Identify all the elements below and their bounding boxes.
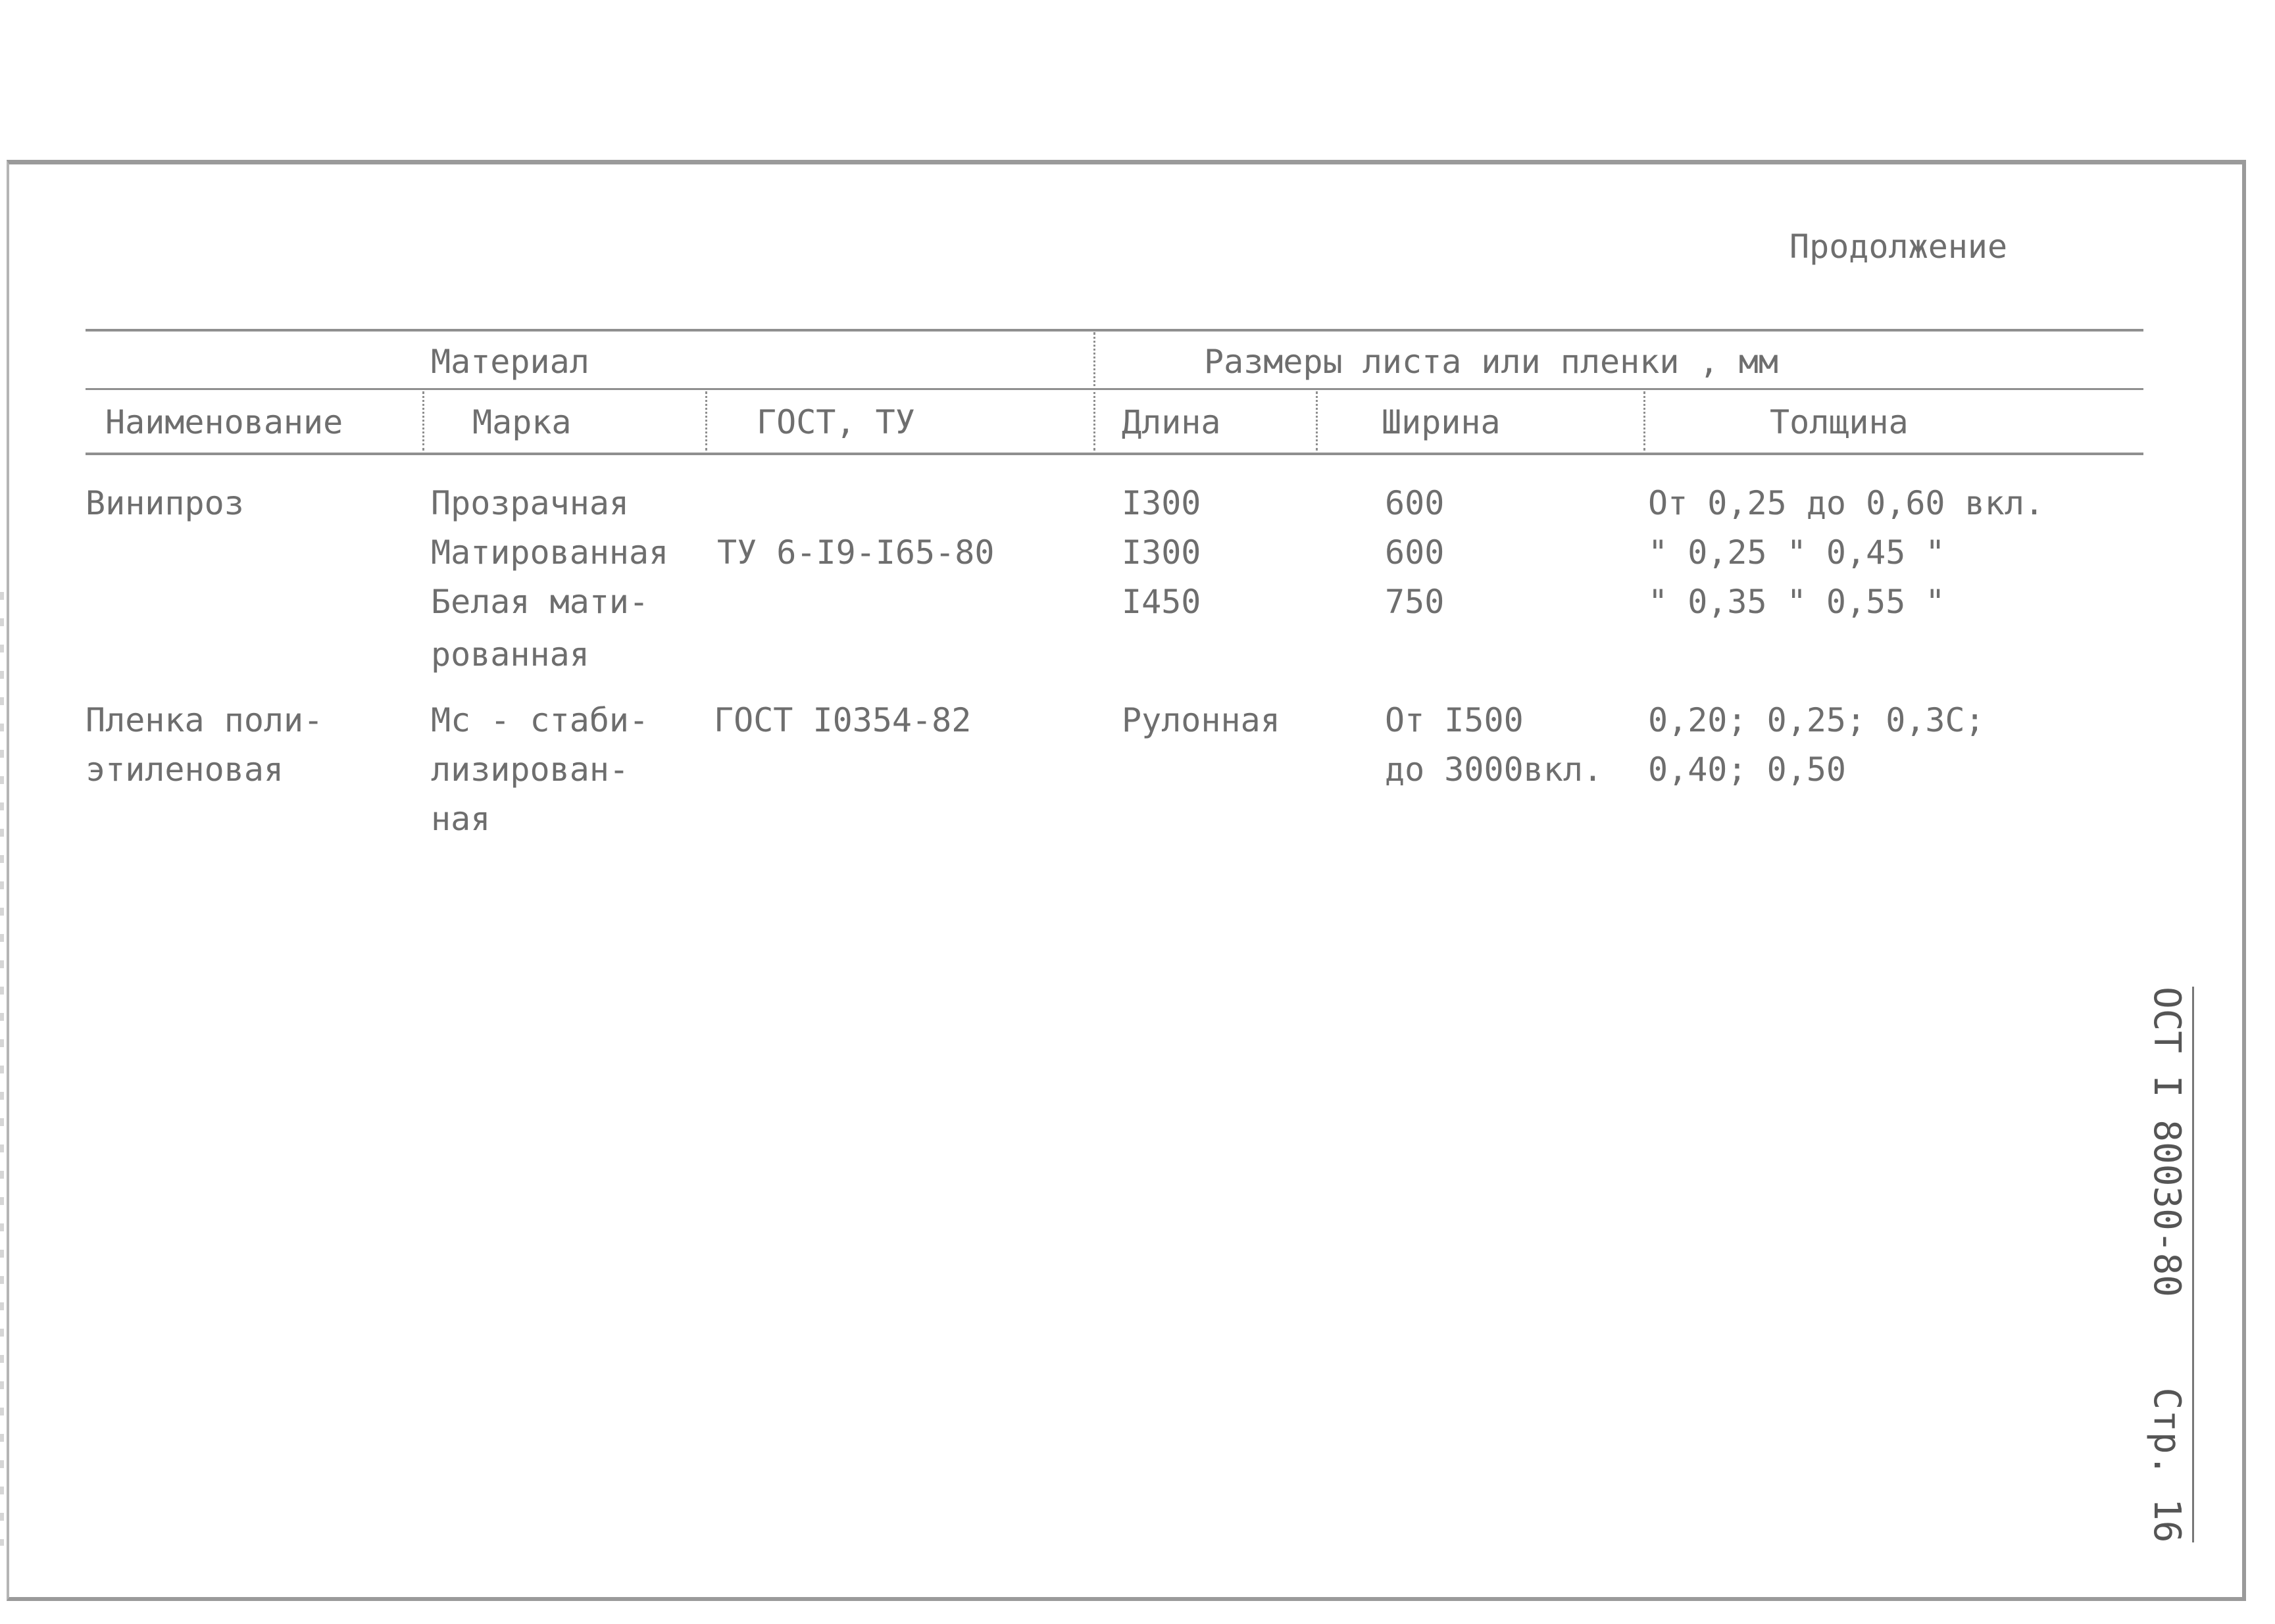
cell-thickness: 0,40; 0,50 bbox=[1648, 750, 1847, 789]
cell-length: Рулонная bbox=[1122, 701, 1280, 739]
divider-length-width bbox=[1316, 391, 1318, 451]
cell-width: 750 bbox=[1385, 583, 1445, 621]
cell-length: I300 bbox=[1122, 533, 1201, 572]
cell-mark: Мс - стаби- bbox=[431, 701, 649, 739]
divider-name-mark bbox=[422, 391, 424, 451]
cell-mark: Белая мати- bbox=[431, 583, 649, 621]
cell-mark: Прозрачная bbox=[431, 484, 630, 522]
document-stamp bbox=[2135, 987, 2214, 1546]
edge-marks bbox=[0, 592, 4, 1546]
continuation-label: Продолжение bbox=[1789, 228, 2008, 266]
divider-material-sizes bbox=[1093, 332, 1095, 451]
cell-length: I450 bbox=[1122, 583, 1201, 621]
divider-width-thickness bbox=[1643, 391, 1645, 451]
cell-width: 600 bbox=[1385, 484, 1445, 522]
cell-thickness: " 0,35 " 0,55 " bbox=[1648, 583, 1945, 621]
doc-number: ОСТ I 80030-80 bbox=[2145, 987, 2188, 1298]
column-header-thickness: Толщина bbox=[1770, 403, 1909, 441]
group-header-material: Материал bbox=[431, 343, 589, 381]
cell-thickness: 0,20; 0,25; 0,3С; bbox=[1648, 701, 1985, 739]
cell-length: I300 bbox=[1122, 484, 1201, 522]
table-top-rule bbox=[86, 329, 2143, 332]
group-header-sizes: Размеры листа или пленки , мм bbox=[1204, 343, 1778, 381]
page-label: Стр. 16 bbox=[2145, 1387, 2188, 1543]
stamp-text bbox=[2143, 987, 2194, 1542]
cell-mark: рованная bbox=[431, 635, 589, 674]
column-header-length: Длина bbox=[1122, 403, 1221, 441]
cell-gost: ГОСТ I0354-82 bbox=[714, 701, 972, 739]
table-group-rule bbox=[86, 388, 2143, 390]
cell-width: 600 bbox=[1385, 533, 1445, 572]
cell-mark: лизирован- bbox=[431, 750, 630, 789]
cell-name: этиленовая bbox=[86, 750, 284, 789]
column-header-gost: ГОСТ, ТУ bbox=[757, 403, 915, 441]
cell-name: Пленка поли- bbox=[86, 701, 324, 739]
cell-name: Винипроз bbox=[86, 484, 244, 522]
cell-thickness: От 0,25 до 0,60 вкл. bbox=[1648, 484, 2045, 522]
column-header-name: Наименование bbox=[105, 403, 343, 441]
page-frame bbox=[7, 160, 2246, 1601]
cell-width: От I500 bbox=[1385, 701, 1524, 739]
table-header-rule bbox=[86, 453, 2143, 455]
divider-mark-gost bbox=[705, 391, 707, 451]
cell-gost: ТУ 6-I9-I65-80 bbox=[717, 533, 995, 572]
cell-thickness: " 0,25 " 0,45 " bbox=[1648, 533, 1945, 572]
column-header-mark: Марка bbox=[472, 403, 572, 441]
cell-width: до 3000вкл. bbox=[1385, 750, 1603, 789]
cell-mark: ная bbox=[431, 800, 491, 838]
cell-mark: Матированная bbox=[431, 533, 669, 572]
column-header-width: Ширина bbox=[1382, 403, 1501, 441]
